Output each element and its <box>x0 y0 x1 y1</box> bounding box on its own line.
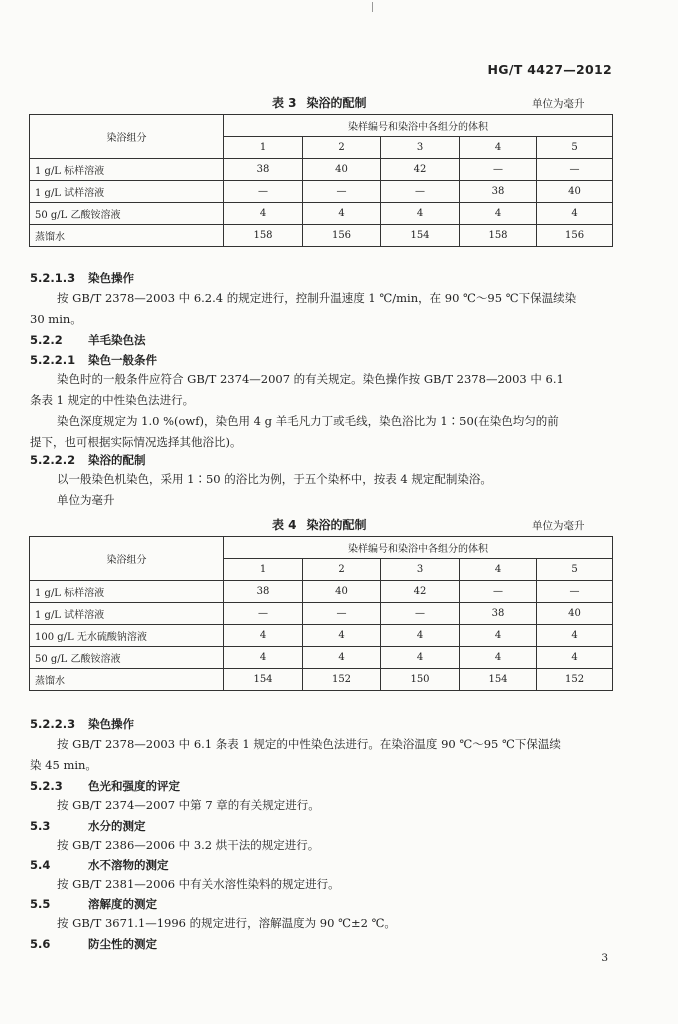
table-header-row <box>30 537 613 559</box>
table-cell: 158 <box>460 225 537 247</box>
section-title: 羊毛染色法 <box>88 333 146 347</box>
table-cell: 4 <box>381 203 460 225</box>
table-cell: — <box>381 603 460 625</box>
section-number: 5.2.2.3 <box>30 717 76 731</box>
table-cell: 40 <box>303 159 381 181</box>
document-id: HG/T 4427—2012 <box>487 62 612 77</box>
table-cell: 4 <box>224 625 303 647</box>
section-number: 5.2.2.1 <box>30 353 76 367</box>
paragraph-text: 按 GB/T 2381—2006 中有关水溶性染料的规定进行。 <box>57 877 340 891</box>
paragraph-text: 单位为毫升 <box>57 493 115 507</box>
table-cell: 4 <box>460 647 537 669</box>
column-header: 3 <box>381 559 460 581</box>
table-row <box>30 581 613 603</box>
table-cell: 154 <box>460 669 537 691</box>
section-title: 染色一般条件 <box>88 353 157 367</box>
section-title: 色光和强度的评定 <box>88 779 180 793</box>
table-cell: — <box>537 581 613 603</box>
section-number: 5.3 <box>30 819 51 833</box>
table-row <box>30 225 613 247</box>
table-row <box>30 647 613 669</box>
section-number: 5.2.2.2 <box>30 453 76 467</box>
table-row <box>30 181 613 203</box>
section-number: 5.2.1.3 <box>30 271 76 285</box>
table-cell: — <box>303 603 381 625</box>
table-header-row <box>30 115 613 137</box>
section-5-2-2-1-body <box>30 369 615 453</box>
table-cell: 154 <box>381 225 460 247</box>
table-cell: — <box>224 181 303 203</box>
section-5-6-heading <box>30 936 157 952</box>
table-cell: — <box>537 159 613 181</box>
section-5-4-heading <box>30 857 169 873</box>
section-number: 5.2.2 <box>30 333 63 347</box>
table-cell: 4 <box>303 647 381 669</box>
table-row <box>30 203 613 225</box>
table-cell: 4 <box>303 203 381 225</box>
table-cell: 4 <box>537 625 613 647</box>
section-5-3-heading <box>30 818 146 834</box>
table-cell: 150 <box>381 669 460 691</box>
section-5-5-heading <box>30 896 157 912</box>
section-5-2-2-2-heading <box>30 452 146 468</box>
table-cell: 42 <box>381 581 460 603</box>
section-title: 溶解度的测定 <box>88 897 157 911</box>
section-5-2-3-heading <box>30 778 180 794</box>
section-5-2-1-3-body <box>30 288 615 330</box>
table3-caption <box>272 94 367 111</box>
table-cell: 38 <box>224 581 303 603</box>
column-header: 3 <box>381 137 460 159</box>
table-group-header: 染浴组分 <box>30 537 224 581</box>
section-5-2-2-3-body <box>30 734 615 776</box>
table3 <box>29 114 613 247</box>
paragraph-text: 按 GB/T 2386—2006 中 3.2 烘干法的规定进行。 <box>57 838 320 852</box>
table-cell: 40 <box>537 181 613 203</box>
table-cell: 4 <box>381 625 460 647</box>
table4-unit: 单位为毫升 <box>532 520 585 532</box>
table-cell: 158 <box>224 225 303 247</box>
paragraph-text: 染色时的一般条件应符合 GB/T 2374—2007 的有关规定。染色操作按 GB/T 2378—2003 中 6.1 <box>57 372 564 386</box>
row-label: 蒸馏水 <box>30 225 224 247</box>
table-cell: 152 <box>303 669 381 691</box>
table-cell: — <box>460 581 537 603</box>
column-header: 5 <box>537 559 613 581</box>
section-5-2-2-2-body <box>30 469 615 511</box>
section-title: 染色操作 <box>88 271 134 285</box>
section-number: 5.6 <box>30 937 51 951</box>
table4 <box>29 536 613 691</box>
section-5-2-3-body <box>30 795 615 816</box>
section-5-4-body <box>30 874 615 895</box>
column-header: 1 <box>224 137 303 159</box>
section-title: 染色操作 <box>88 717 134 731</box>
section-title: 染浴的配制 <box>88 453 146 467</box>
section-title: 水不溶物的测定 <box>88 858 169 872</box>
row-label: 1 g/L 试样溶液 <box>30 603 224 625</box>
table-span-header: 染样编号和染浴中各组分的体积 <box>224 537 613 559</box>
paragraph-text: 染 45 min。 <box>30 758 97 772</box>
table-cell: — <box>224 603 303 625</box>
row-label: 蒸馏水 <box>30 669 224 691</box>
table4-caption-title: 染浴的配制 <box>306 518 367 532</box>
table-cell: 38 <box>224 159 303 181</box>
column-header: 5 <box>537 137 613 159</box>
table-cell: 4 <box>537 203 613 225</box>
table-row <box>30 603 613 625</box>
table4-caption <box>272 516 367 533</box>
table-cell: 38 <box>460 603 537 625</box>
section-5-2-2-heading <box>30 332 146 348</box>
row-label: 100 g/L 无水硫酸钠溶液 <box>30 625 224 647</box>
paragraph-text: 条表 1 规定的中性染色法进行。 <box>30 393 195 407</box>
paragraph-text: 30 min。 <box>30 312 82 326</box>
section-5-2-2-3-heading <box>30 716 134 732</box>
table3-unit: 单位为毫升 <box>532 98 585 110</box>
table-cell: 40 <box>537 603 613 625</box>
table4-caption-number: 表 4 <box>272 518 297 532</box>
paragraph-text: 按 GB/T 2374—2007 中第 7 章的有关规定进行。 <box>57 798 320 812</box>
column-header: 4 <box>460 137 537 159</box>
table-cell: 4 <box>460 625 537 647</box>
section-5-3-body <box>30 835 615 856</box>
section-5-2-1-3-heading <box>30 270 134 286</box>
table-cell: 4 <box>537 647 613 669</box>
table-cell: 154 <box>224 669 303 691</box>
table-cell: 156 <box>537 225 613 247</box>
table-cell: 4 <box>224 203 303 225</box>
section-number: 5.5 <box>30 897 51 911</box>
paragraph-text: 按 GB/T 2378—2003 中 6.1 条表 1 规定的中性染色法进行。在染浴温度 90 ℃～95 ℃下保温续 <box>57 737 561 751</box>
table-row <box>30 625 613 647</box>
paragraph-text: 按 GB/T 3671.1—1996 的规定进行，溶解温度为 90 ℃±2 ℃。 <box>57 916 396 930</box>
table-cell: — <box>460 159 537 181</box>
row-label: 1 g/L 标样溶液 <box>30 581 224 603</box>
table-cell: 4 <box>460 203 537 225</box>
scan-mark <box>372 2 373 12</box>
section-number: 5.4 <box>30 858 51 872</box>
row-label: 50 g/L 乙酸铵溶液 <box>30 647 224 669</box>
column-header: 2 <box>303 559 381 581</box>
table3-caption-number: 表 3 <box>272 96 297 110</box>
paragraph-text: 提下，也可根据实际情况选择其他浴比)。 <box>30 435 242 449</box>
table-cell: 4 <box>224 647 303 669</box>
paragraph-text: 以一般染色机染色，采用 1∶50 的浴比为例，于五个染杯中，按表 4 规定配制染浴。 <box>57 472 492 486</box>
section-5-5-body <box>30 913 615 934</box>
row-label: 1 g/L 试样溶液 <box>30 181 224 203</box>
column-header: 4 <box>460 559 537 581</box>
table-cell: 40 <box>303 581 381 603</box>
paragraph-text: 按 GB/T 2378—2003 中 6.2.4 的规定进行，控制升温速度 1 ℃/min，在 90 ℃～95 ℃下保温续染 <box>57 291 577 305</box>
table-cell: 4 <box>303 625 381 647</box>
section-title: 水分的测定 <box>88 819 146 833</box>
table-group-header: 染浴组分 <box>30 115 224 159</box>
table-row <box>30 669 613 691</box>
column-header: 2 <box>303 137 381 159</box>
table-cell: 38 <box>460 181 537 203</box>
table-cell: — <box>381 181 460 203</box>
section-5-2-2-1-heading <box>30 352 157 368</box>
table-span-header: 染样编号和染浴中各组分的体积 <box>224 115 613 137</box>
table-cell: — <box>303 181 381 203</box>
table3-caption-title: 染浴的配制 <box>306 96 367 110</box>
page-number: 3 <box>601 952 608 964</box>
table-row <box>30 159 613 181</box>
table-cell: 4 <box>381 647 460 669</box>
section-title: 防尘性的测定 <box>88 937 157 951</box>
row-label: 50 g/L 乙酸铵溶液 <box>30 203 224 225</box>
paragraph-text: 染色深度规定为 1.0 %(owf)，染色用 4 g 羊毛凡力丁或毛线，染色浴比为 1∶50(在染色均匀的前 <box>57 414 559 428</box>
table-cell: 42 <box>381 159 460 181</box>
section-number: 5.2.3 <box>30 779 63 793</box>
row-label: 1 g/L 标样溶液 <box>30 159 224 181</box>
table-cell: 152 <box>537 669 613 691</box>
table-cell: 156 <box>303 225 381 247</box>
column-header: 1 <box>224 559 303 581</box>
